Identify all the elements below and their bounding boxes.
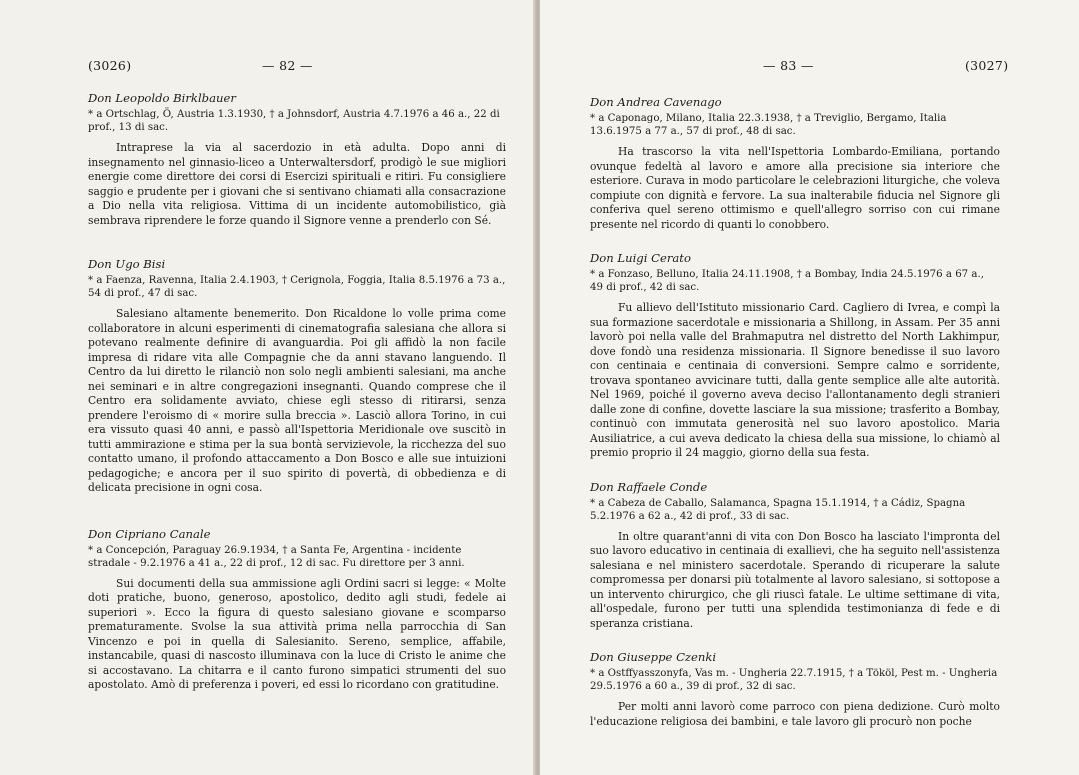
entry xyxy=(590,250,1000,461)
entry-name: Don Luigi Cerato xyxy=(590,251,691,265)
entry-name: Don Cipriano Canale xyxy=(88,526,211,541)
entry-text: Intraprese la via al sacerdozio in età adulta. Dopo anni di insegnamento nel ginnasio-liceo a Unterwaltersdorf, prodigò le sue migliori energie come direttore dei corsi di Esercizi spirituali e ritiri. Fu consigliere saggio e prudente per i giovani che si sentivano chiamati alla consacrazione a Dio nella vita religiosa. Vittima di un incidente automobilistico, già sembrava riprendere le forze quando il Signore venne a prenderlo con Sé. xyxy=(88,141,506,227)
right-page xyxy=(540,0,1079,775)
entry-name: Don Raffaele Conde xyxy=(590,479,708,494)
entry xyxy=(590,94,1000,232)
entry-text: Per molti anni lavorò come parroco con piena dedizione. Curò molto l'educazione religiosa dei bambini, e tale lavoro gli procurò non poche xyxy=(590,700,1000,728)
entry-name: Don Andrea Cavenago xyxy=(590,95,722,109)
entry-text: Ha trascorso la vita nell'Ispettoria Lombardo-Emiliana, portando ovunque fedeltà al lavoro e amore alla precisione sia interiore che esteriore. Curava in modo particolare le celebrazioni liturgiche, che voleva compiute con dignità e fervore. La sua inalterabile fiducia nel Signore gli conferiva quel sereno ottimismo e quell'allegro sorriso con cui rimane presente nel ricordo di quanti lo conobbero. xyxy=(590,145,1000,231)
entry-text: Salesiano altamente benemerito. Don Ricaldone lo volle prima come collaboratore in alcuni esperimenti di cinematografia salesiana che allora si potevano realmente definire di avanguardia. Poi gli affidò la non facile impresa di ridare vita alle Compagnie che da anni stavano languendo. Il Centro da lui diretto le rilanciò non solo negli ambienti salesiani, ma anche nei seminari e in altre congregazioni insegnanti. Quando comprese che il Centro era solidamente avviato, chiese egli stesso di ritirarsi, senza prendere l'eroismo di « morire sulla breccia ». Lasciò allora Torino, in cui era vissuto quasi 40 anni, e passò all'Ispettoria Meridionale ove suscitò in tutti ammirazione e stima per la sua bontà servizievole, la ricchezza del suo contatto umano, il profondo attaccamento a Don Bosco e alle sue intuizioni pedagogiche; e ancora per il suo spirito di povertà, di obbedienza e di delicata precisione in ogni cosa. xyxy=(88,307,506,494)
entry-bio: * a Fonzaso, Belluno, Italia 24.11.1908, † a Bombay, India 24.5.1976 a 67 a., 49 di prof., 42 di sac. xyxy=(590,269,984,293)
entry-name: Don Ugo Bisi xyxy=(88,257,166,271)
entry-bio: * a Ostffyasszonyfa, Vas m. - Ungheria 22.7.1915, † a Tököl, Pest m. - Ungheria 29.5.1976 a 60 a., 39 di prof., 32 di sac. xyxy=(590,668,998,692)
entry-name: Don Giuseppe Czenki xyxy=(590,650,717,664)
entry-bio: * a Caponago, Milano, Italia 22.3.1938, † a Treviglio, Bergamo, Italia 13.6.1975 a 77 a., 57 di prof., 48 di sac. xyxy=(590,113,947,137)
entry xyxy=(88,256,506,496)
entry-text: Fu allievo dell'Istituto missionario Card. Cagliero di Ivrea, e compì la sua formazione sacerdotale e missionaria a Shillong, in Assam. Per 35 anni lavorò poi nella valle del Brahmaputra nel distretto del North Lakhimpur, dove fondò una residenza missionaria. Il Signore benedisse il suo lavoro con centinaia e centinaia di conversioni. Sempre calmo e sorridente, trovava spontaneo avvicinare tutti, dalla gente semplice alle alte autorità. Nel 1969, poiché il governo aveva deciso l'allontanamento degli stranieri dalle zone di confine, dovette lasciare la sua missione; trasferito a Bombay, continuò con immutata generosità nel suo lavoro apostolico. Maria Ausiliatrice, a cui aveva dedicato la chiesa della sua missione, lo chiamò al premio proprio il 24 maggio, giorno della sua festa. xyxy=(590,301,1000,459)
entry-bio: * a Faenza, Ravenna, Italia 2.4.1903, † Cerignola, Foggia, Italia 8.5.1976 a 73 a., 54 di prof., 47 di sac. xyxy=(88,275,506,299)
page-number-left: (3026) xyxy=(88,58,132,73)
left-column xyxy=(88,90,506,693)
entry-text: Sui documenti della sua ammissione agli Ordini sacri si legge: « Molte doti pratiche, buono, generoso, apostolico, dedito agli studi, fedele ai superiori ». Ecco la figura di questo salesiano giovane e scomparso prematuramente. Svolse la sua attività prima nella parrocchia di San Vincenzo e poi in quella di Salesianito. Sereno, semplice, affabile, instancabile, quasi di nascosto illuminava con la luce di Cristo le anime che si accostavano. La chitarra e il canto furono simpatici strumenti del suo apostolato. Amò di preferenza i poveri, ed essi lo ricordano con gratitudine. xyxy=(88,576,506,691)
entry-name: Don Leopoldo Birklbauer xyxy=(88,91,236,105)
page-folio-left: — 82 — xyxy=(262,58,313,73)
entry-bio: * a Concepción, Paraguay 26.9.1934, † a Santa Fe, Argentina - incidente stradale - 9.2.1976 a 41 a., 22 di prof., 12 di sac. Fu direttore per 3 anni. xyxy=(88,544,465,569)
entry-bio: * a Ortschlag, Ö, Austria 1.3.1930, † a Johnsdorf, Austria 4.7.1976 a 46 a., 22 di prof., 13 di sac. xyxy=(88,109,500,133)
page-number-right: (3027) xyxy=(965,58,1009,73)
entry xyxy=(590,479,1000,632)
entry xyxy=(88,90,506,228)
right-column xyxy=(590,94,1000,729)
entry-text: In oltre quarant'anni di vita con Don Bosco ha lasciato l'impronta del suo lavoro educativo in centinaia di exallievi, che ha seguito nell'assistenza salesiana e nel ministero sacerdotale. Sperando di ricuperare la salute compromessa per donarsi più totalmente al lavoro salesiano, si sottopose a un intervento chirurgico, che gli riuscì fatale. Le ultime settimane di vita, all'ospedale, furono per tutti una splendida testimonianza di fede e di speranza cristiana. xyxy=(590,529,1000,630)
page-folio-right: — 83 — xyxy=(763,58,814,73)
entry xyxy=(590,649,1000,729)
entry xyxy=(88,526,506,693)
left-page xyxy=(0,0,536,775)
entry-bio: * a Cabeza de Caballo, Salamanca, Spagna 15.1.1914, † a Cádiz, Spagna 5.2.1976 a 62 a., 42 di prof., 33 di sac. xyxy=(590,497,966,522)
